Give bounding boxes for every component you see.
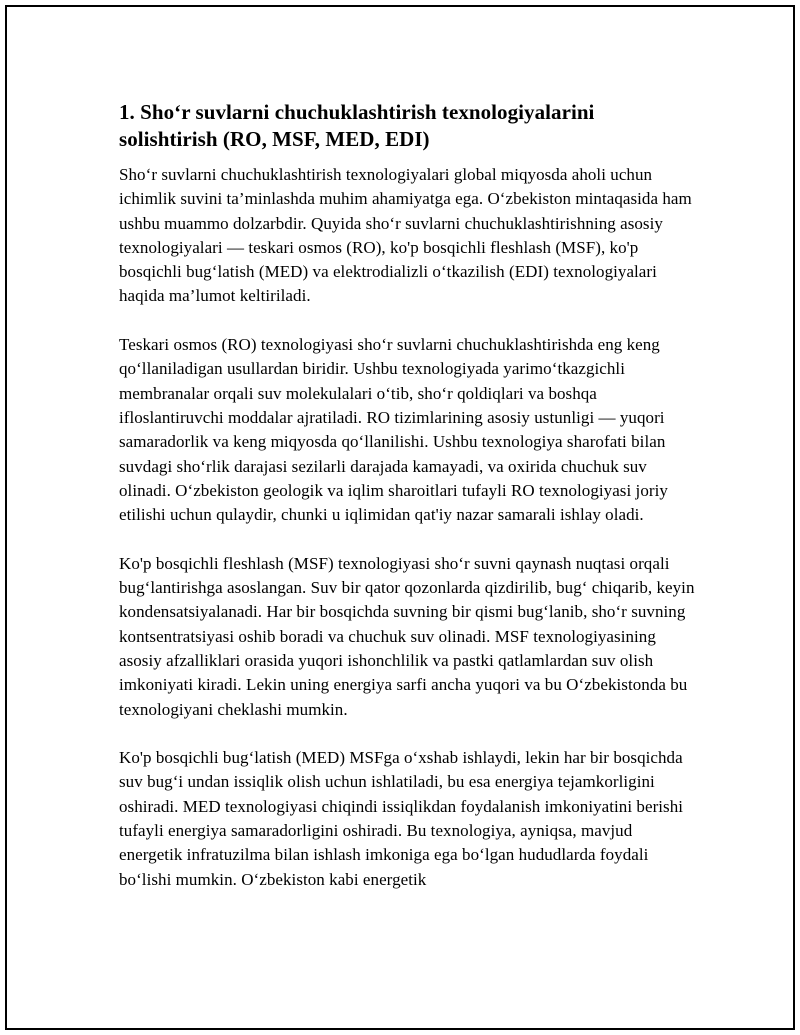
paragraph-msf: Ko'p bosqichli fleshlash (MSF) texnologiyasi sho‘r suvni qaynash nuqtasi orqali bug‘lantirishga asoslangan. Suv bir qator qozonlarda qizdirilib, bug‘ chiqarib, keyin kondensatsiyalanadi. Har bir bosqichda suvning bir qismi bug‘lanib, sho‘r suvning kontsentratsiyasi oshib boradi va chuchuk suv olinadi. MSF texnologiyasining asosiy afzalliklari orasida yuqori ishonchlilik va pastki qatlamlardan suv olish imkoniyati kiradi. Lekin uning energiya sarfi ancha yuqori va bu O‘zbekistonda bu texnologiyani cheklashi mumkin. [119,553,695,719]
paragraph-intro: Sho‘r suvlarni chuchuklashtirish texnologiyalari global miqyosda aholi uchun ichimlik suvini ta’minlashda muhim ahamiyatga ega. O‘zbekiston mintaqasida ham ushbu muammo dolzarbdir. Quyida sho‘r suvlarni chuchuklashtirishning asosiy texnologiyalari — teskari osmos (RO), ko'p bosqichli fleshlash (MSF), ko'p bosqichli bug‘latish (MED) va elektrodializli o‘tkazilish (EDI) texnologiyalari haqida ma’lumot keltiriladi. [119,165,692,306]
section-heading: 1. Sho‘r suvlarni chuchuklashtirish texnologiyalarini solishtirish (RO, MSF, MED, EDI) [119,100,595,151]
document-body [119,99,695,916]
paragraph-med: Ko'p bosqichli bug‘latish (MED) MSFga o‘xshab ishlaydi, lekin har bir bosqichda suv bug‘i undan issiqlik olish uchun ishlatiladi, bu esa energiya tejamkorligini oshiradi. MED texnologiyasi chiqindi issiqlikdan foydalanish imkoniyatini berishi tufayli energiya samaradorligini oshiradi. Bu texnologiya, ayniqsa, mavjud energetik infratuzilma bilan ishlash imkoniga ega bo‘lgan hududlarda foydali bo‘lishi mumkin. O‘zbekiston kabi energetik [119,748,684,889]
page-frame [5,5,795,1030]
paragraph-ro: Teskari osmos (RO) texnologiyasi sho‘r suvlarni chuchuklashtirishda eng keng qo‘llaniladigan usullardan biridir. Ushbu texnologiyada yarimo‘tkazgichli membranalar orqali suv molekulalari o‘tib, sho‘r qoldiqlari va boshqa ifloslantiruvchi moddalar ajratiladi. RO tizimlarining asosiy ustunligi — yuqori samaradorlik va keng miqyosda qo‘llanilishi. Ushbu texnologiya sharofati bilan suvdagi sho‘rlik darajasi sezilarli darajada kamayadi, va oxirida chuchuk suv olinadi. O‘zbekiston geologik va iqlim sharoitlari tufayli RO texnologiyasi joriy etilishi uchun qulaydir, chunki u iqlimidan qat'iy nazar samarali ishlay oladi. [119,335,668,525]
